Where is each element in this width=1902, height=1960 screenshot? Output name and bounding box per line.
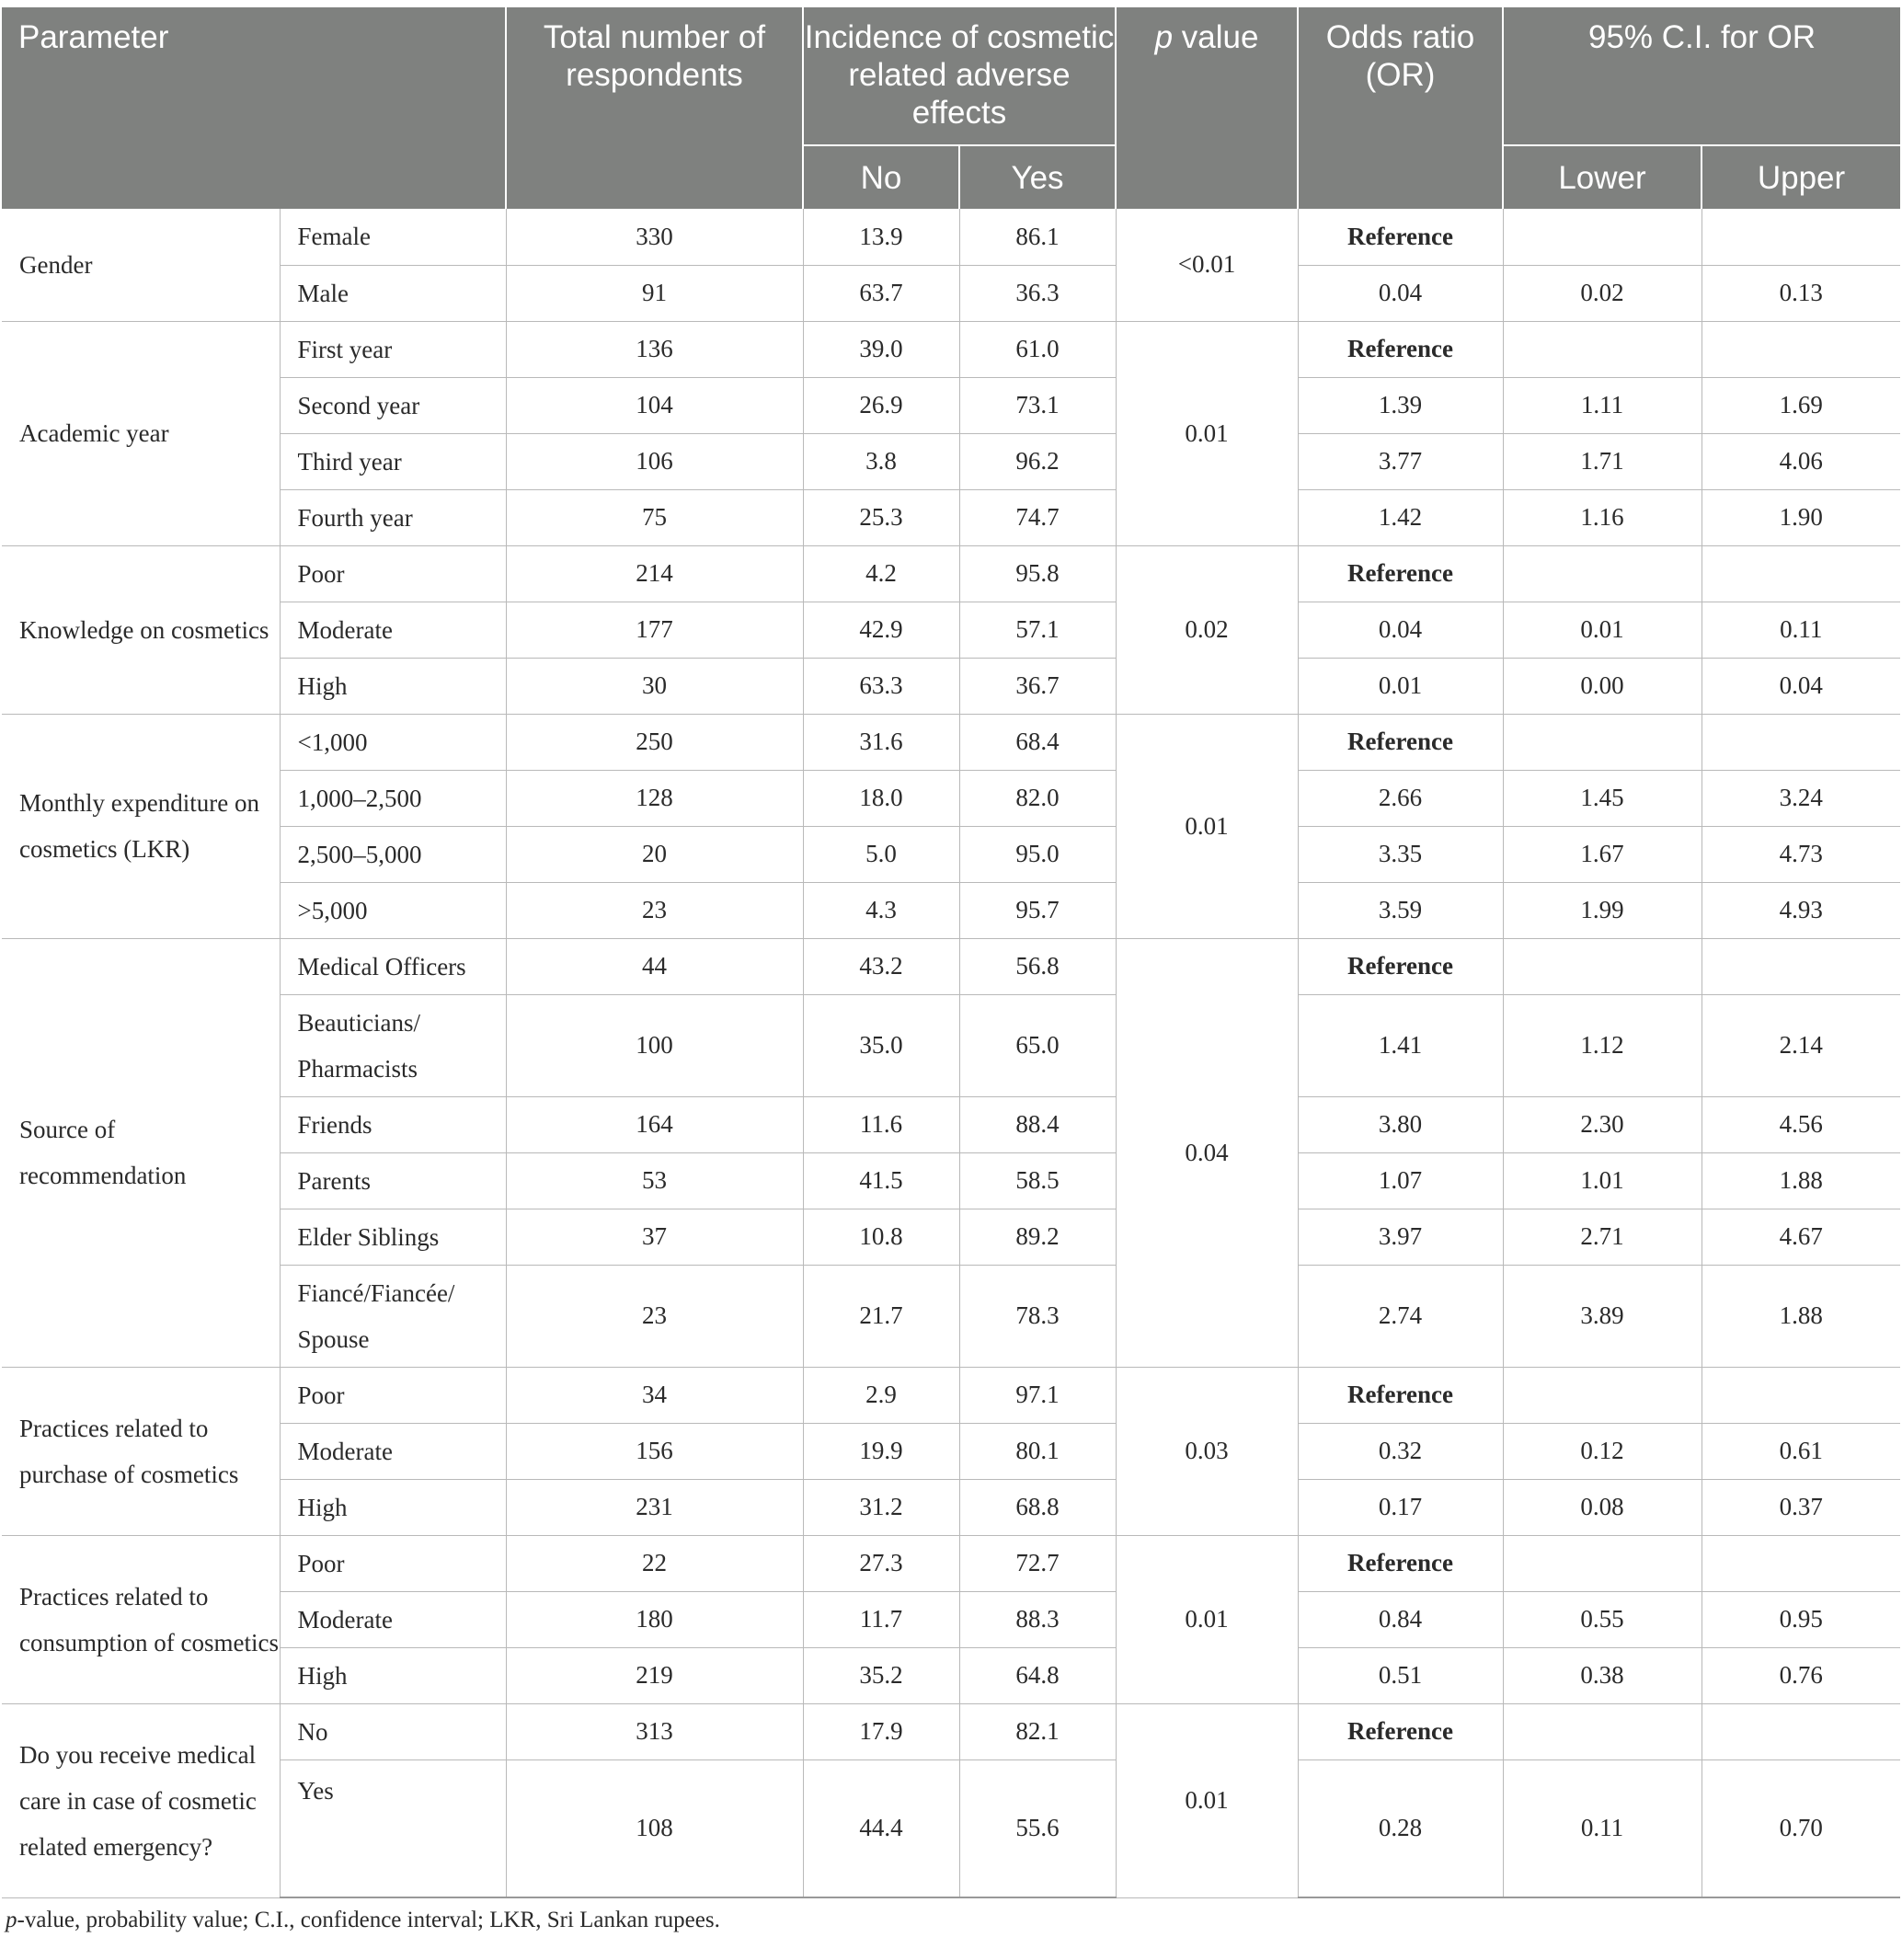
- category-cell: Medical Officers: [280, 938, 506, 994]
- yes-cell: 68.8: [959, 1479, 1116, 1535]
- no-cell: 2.9: [803, 1367, 959, 1423]
- footnote-text: -value, probability value; C.I., confidence interval; LKR, Sri Lankan rupees.: [17, 1908, 720, 1932]
- total-cell: 108: [506, 1759, 803, 1897]
- parameter-cell: Gender: [2, 209, 280, 321]
- lower-cell: 1.67: [1503, 826, 1701, 882]
- category-cell: Third year: [280, 433, 506, 489]
- table-container: [2, 7, 1900, 1933]
- header-upper: Upper: [1701, 145, 1900, 209]
- lower-cell: 2.30: [1503, 1096, 1701, 1152]
- no-cell: 10.8: [803, 1209, 959, 1265]
- lower-cell: 0.02: [1503, 265, 1701, 321]
- yes-cell: 61.0: [959, 321, 1116, 377]
- total-cell: 250: [506, 714, 803, 770]
- category-cell: Yes: [280, 1759, 506, 1897]
- category-cell: First year: [280, 321, 506, 377]
- category-cell: >5,000: [280, 882, 506, 938]
- lower-cell: [1503, 209, 1701, 265]
- or-cell: 3.35: [1298, 826, 1503, 882]
- p-value-cell: 0.01: [1116, 321, 1298, 545]
- upper-cell: 4.56: [1701, 1096, 1900, 1152]
- upper-cell: 4.73: [1701, 826, 1900, 882]
- no-cell: 39.0: [803, 321, 959, 377]
- header-lower: Lower: [1503, 145, 1701, 209]
- yes-cell: 57.1: [959, 602, 1116, 658]
- category-cell: Fiancé/Fiancée/ Spouse: [280, 1265, 506, 1367]
- or-cell: 1.39: [1298, 377, 1503, 433]
- lower-cell: 1.71: [1503, 433, 1701, 489]
- lower-cell: 1.12: [1503, 994, 1701, 1096]
- table-row: [2, 1591, 1900, 1647]
- table-row: [2, 1152, 1900, 1209]
- no-cell: 41.5: [803, 1152, 959, 1209]
- yes-cell: 68.4: [959, 714, 1116, 770]
- table-row: [2, 1265, 1900, 1367]
- category-cell: Friends: [280, 1096, 506, 1152]
- or-cell: Reference: [1298, 714, 1503, 770]
- yes-cell: 55.6: [959, 1759, 1116, 1897]
- category-cell: Poor: [280, 1535, 506, 1591]
- yes-cell: 88.3: [959, 1591, 1116, 1647]
- header-parameter: Parameter: [2, 7, 506, 209]
- upper-cell: 4.93: [1701, 882, 1900, 938]
- category-cell: Beauticians/ Pharmacists: [280, 994, 506, 1096]
- table-row: [2, 265, 1900, 321]
- header-odds-ratio: Odds ratio (OR): [1298, 7, 1503, 209]
- upper-cell: 0.13: [1701, 265, 1900, 321]
- header-incidence: Incidence of cosmetic related adverse effects: [803, 7, 1116, 145]
- or-cell: 0.04: [1298, 602, 1503, 658]
- table-row: [2, 489, 1900, 545]
- header-yes: Yes: [959, 145, 1116, 209]
- p-value-cell: <0.01: [1116, 209, 1298, 321]
- yes-cell: 96.2: [959, 433, 1116, 489]
- yes-cell: 95.8: [959, 545, 1116, 602]
- no-cell: 17.9: [803, 1703, 959, 1759]
- or-cell: 0.28: [1298, 1759, 1503, 1897]
- or-cell: 1.41: [1298, 994, 1503, 1096]
- total-cell: 214: [506, 545, 803, 602]
- table-row: [2, 377, 1900, 433]
- or-cell: 3.97: [1298, 1209, 1503, 1265]
- p-value-cell: 0.01: [1116, 714, 1298, 938]
- footnote: [2, 1908, 1900, 1933]
- no-cell: 4.3: [803, 882, 959, 938]
- table-row: [2, 209, 1900, 265]
- lower-cell: 0.12: [1503, 1423, 1701, 1479]
- parameter-cell: Practices related to consumption of cosmetics: [2, 1535, 280, 1703]
- table-row: [2, 321, 1900, 377]
- total-cell: 34: [506, 1367, 803, 1423]
- table-row: [2, 602, 1900, 658]
- yes-cell: 36.3: [959, 265, 1116, 321]
- no-cell: 63.7: [803, 265, 959, 321]
- upper-cell: 0.37: [1701, 1479, 1900, 1535]
- or-cell: 0.51: [1298, 1647, 1503, 1703]
- or-cell: 0.17: [1298, 1479, 1503, 1535]
- upper-cell: 1.88: [1701, 1265, 1900, 1367]
- no-cell: 19.9: [803, 1423, 959, 1479]
- header-p-italic: p: [1154, 19, 1174, 55]
- table-row: [2, 882, 1900, 938]
- total-cell: 53: [506, 1152, 803, 1209]
- table-row: [2, 994, 1900, 1096]
- table-row: [2, 938, 1900, 994]
- upper-cell: [1701, 714, 1900, 770]
- or-cell: 1.07: [1298, 1152, 1503, 1209]
- total-cell: 177: [506, 602, 803, 658]
- header-p-value: [1116, 7, 1298, 209]
- table-row: [2, 1209, 1900, 1265]
- yes-cell: 74.7: [959, 489, 1116, 545]
- footnote-p-italic: p: [6, 1908, 17, 1932]
- or-cell: Reference: [1298, 1535, 1503, 1591]
- table-row: [2, 1367, 1900, 1423]
- table-row: [2, 1423, 1900, 1479]
- upper-cell: 1.69: [1701, 377, 1900, 433]
- p-value-cell: 0.03: [1116, 1367, 1298, 1535]
- no-cell: 42.9: [803, 602, 959, 658]
- table-row: [2, 658, 1900, 714]
- category-cell: No: [280, 1703, 506, 1759]
- upper-cell: [1701, 209, 1900, 265]
- category-cell: 2,500–5,000: [280, 826, 506, 882]
- lower-cell: 0.11: [1503, 1759, 1701, 1897]
- or-cell: 0.04: [1298, 265, 1503, 321]
- total-cell: 23: [506, 882, 803, 938]
- yes-cell: 78.3: [959, 1265, 1116, 1367]
- or-cell: 0.01: [1298, 658, 1503, 714]
- no-cell: 25.3: [803, 489, 959, 545]
- or-cell: Reference: [1298, 321, 1503, 377]
- lower-cell: 1.01: [1503, 1152, 1701, 1209]
- total-cell: 313: [506, 1703, 803, 1759]
- yes-cell: 95.0: [959, 826, 1116, 882]
- upper-cell: 0.95: [1701, 1591, 1900, 1647]
- no-cell: 5.0: [803, 826, 959, 882]
- total-cell: 37: [506, 1209, 803, 1265]
- table-row: [2, 714, 1900, 770]
- or-cell: Reference: [1298, 1703, 1503, 1759]
- yes-cell: 58.5: [959, 1152, 1116, 1209]
- results-table: [2, 7, 1900, 1898]
- yes-cell: 36.7: [959, 658, 1116, 714]
- lower-cell: 0.01: [1503, 602, 1701, 658]
- yes-cell: 73.1: [959, 377, 1116, 433]
- category-cell: 1,000–2,500: [280, 770, 506, 826]
- upper-cell: 0.04: [1701, 658, 1900, 714]
- total-cell: 104: [506, 377, 803, 433]
- no-cell: 21.7: [803, 1265, 959, 1367]
- upper-cell: 1.90: [1701, 489, 1900, 545]
- table-body: [2, 209, 1900, 1897]
- table-row: [2, 770, 1900, 826]
- yes-cell: 89.2: [959, 1209, 1116, 1265]
- p-value-cell: 0.04: [1116, 938, 1298, 1367]
- upper-cell: 0.61: [1701, 1423, 1900, 1479]
- or-cell: Reference: [1298, 545, 1503, 602]
- parameter-cell: Monthly expenditure on cosmetics (LKR): [2, 714, 280, 938]
- or-cell: 1.42: [1298, 489, 1503, 545]
- total-cell: 23: [506, 1265, 803, 1367]
- p-value-cell: 0.01: [1116, 1535, 1298, 1703]
- lower-cell: [1503, 938, 1701, 994]
- header-ci: 95% C.I. for OR: [1503, 7, 1900, 145]
- or-cell: 3.77: [1298, 433, 1503, 489]
- lower-cell: 2.71: [1503, 1209, 1701, 1265]
- category-cell: Moderate: [280, 1423, 506, 1479]
- category-cell: Female: [280, 209, 506, 265]
- no-cell: 44.4: [803, 1759, 959, 1897]
- upper-cell: [1701, 321, 1900, 377]
- upper-cell: [1701, 545, 1900, 602]
- lower-cell: [1503, 321, 1701, 377]
- table-row: [2, 1479, 1900, 1535]
- or-cell: 3.80: [1298, 1096, 1503, 1152]
- p-value-cell: 0.01: [1116, 1703, 1298, 1897]
- or-cell: Reference: [1298, 1367, 1503, 1423]
- yes-cell: 82.1: [959, 1703, 1116, 1759]
- lower-cell: [1503, 545, 1701, 602]
- parameter-cell: Knowledge on cosmetics: [2, 545, 280, 714]
- no-cell: 26.9: [803, 377, 959, 433]
- yes-cell: 95.7: [959, 882, 1116, 938]
- total-cell: 128: [506, 770, 803, 826]
- total-cell: 30: [506, 658, 803, 714]
- lower-cell: 1.16: [1503, 489, 1701, 545]
- lower-cell: 0.08: [1503, 1479, 1701, 1535]
- or-cell: 2.74: [1298, 1265, 1503, 1367]
- lower-cell: 1.99: [1503, 882, 1701, 938]
- category-cell: <1,000: [280, 714, 506, 770]
- or-cell: 0.32: [1298, 1423, 1503, 1479]
- category-cell: Elder Siblings: [280, 1209, 506, 1265]
- yes-cell: 72.7: [959, 1535, 1116, 1591]
- header-no: No: [803, 145, 959, 209]
- upper-cell: [1701, 1703, 1900, 1759]
- upper-cell: 4.67: [1701, 1209, 1900, 1265]
- table-row: [2, 433, 1900, 489]
- category-cell: High: [280, 658, 506, 714]
- no-cell: 31.2: [803, 1479, 959, 1535]
- total-cell: 156: [506, 1423, 803, 1479]
- parameter-cell: Academic year: [2, 321, 280, 545]
- category-cell: Fourth year: [280, 489, 506, 545]
- table-row: [2, 1096, 1900, 1152]
- yes-cell: 56.8: [959, 938, 1116, 994]
- p-value-cell: 0.02: [1116, 545, 1298, 714]
- lower-cell: [1503, 1535, 1701, 1591]
- total-cell: 219: [506, 1647, 803, 1703]
- upper-cell: 3.24: [1701, 770, 1900, 826]
- yes-cell: 86.1: [959, 209, 1116, 265]
- upper-cell: [1701, 938, 1900, 994]
- yes-cell: 88.4: [959, 1096, 1116, 1152]
- category-cell: Poor: [280, 1367, 506, 1423]
- yes-cell: 80.1: [959, 1423, 1116, 1479]
- upper-cell: 1.88: [1701, 1152, 1900, 1209]
- total-cell: 20: [506, 826, 803, 882]
- no-cell: 13.9: [803, 209, 959, 265]
- lower-cell: [1503, 1367, 1701, 1423]
- no-cell: 18.0: [803, 770, 959, 826]
- total-cell: 330: [506, 209, 803, 265]
- no-cell: 63.3: [803, 658, 959, 714]
- table-row: [2, 1647, 1900, 1703]
- parameter-cell: Practices related to purchase of cosmetics: [2, 1367, 280, 1535]
- or-cell: 3.59: [1298, 882, 1503, 938]
- or-cell: 2.66: [1298, 770, 1503, 826]
- no-cell: 3.8: [803, 433, 959, 489]
- upper-cell: 0.76: [1701, 1647, 1900, 1703]
- lower-cell: 1.45: [1503, 770, 1701, 826]
- total-cell: 136: [506, 321, 803, 377]
- table-row: [2, 1703, 1900, 1759]
- total-cell: 91: [506, 265, 803, 321]
- upper-cell: 2.14: [1701, 994, 1900, 1096]
- or-cell: 0.84: [1298, 1591, 1503, 1647]
- no-cell: 11.7: [803, 1591, 959, 1647]
- table-row: [2, 545, 1900, 602]
- total-cell: 22: [506, 1535, 803, 1591]
- no-cell: 27.3: [803, 1535, 959, 1591]
- total-cell: 44: [506, 938, 803, 994]
- yes-cell: 65.0: [959, 994, 1116, 1096]
- table-row: [2, 826, 1900, 882]
- lower-cell: 3.89: [1503, 1265, 1701, 1367]
- lower-cell: 0.55: [1503, 1591, 1701, 1647]
- no-cell: 4.2: [803, 545, 959, 602]
- yes-cell: 64.8: [959, 1647, 1116, 1703]
- upper-cell: [1701, 1367, 1900, 1423]
- lower-cell: [1503, 714, 1701, 770]
- no-cell: 31.6: [803, 714, 959, 770]
- header-p-rest: value: [1173, 19, 1259, 55]
- header-total: [506, 7, 803, 209]
- lower-cell: 0.00: [1503, 658, 1701, 714]
- total-cell: 75: [506, 489, 803, 545]
- upper-cell: 0.11: [1701, 602, 1900, 658]
- yes-cell: 97.1: [959, 1367, 1116, 1423]
- or-cell: Reference: [1298, 938, 1503, 994]
- category-cell: Poor: [280, 545, 506, 602]
- parameter-cell: Do you receive medical care in case of cosmetic related emergency?: [2, 1703, 280, 1897]
- lower-cell: [1503, 1703, 1701, 1759]
- category-cell: Moderate: [280, 1591, 506, 1647]
- total-cell: 180: [506, 1591, 803, 1647]
- upper-cell: 4.06: [1701, 433, 1900, 489]
- upper-cell: 0.70: [1701, 1759, 1900, 1897]
- category-cell: High: [280, 1479, 506, 1535]
- category-cell: Parents: [280, 1152, 506, 1209]
- lower-cell: 0.38: [1503, 1647, 1701, 1703]
- category-cell: High: [280, 1647, 506, 1703]
- category-cell: Male: [280, 265, 506, 321]
- lower-cell: 1.11: [1503, 377, 1701, 433]
- table-row: [2, 1535, 1900, 1591]
- category-cell: Second year: [280, 377, 506, 433]
- no-cell: 35.0: [803, 994, 959, 1096]
- or-cell: Reference: [1298, 209, 1503, 265]
- table-row: [2, 1759, 1900, 1897]
- no-cell: 43.2: [803, 938, 959, 994]
- total-cell: 164: [506, 1096, 803, 1152]
- header-total-text: Total number of respondents: [543, 19, 766, 93]
- total-cell: 100: [506, 994, 803, 1096]
- parameter-cell: Source of recommendation: [2, 938, 280, 1367]
- total-cell: 106: [506, 433, 803, 489]
- upper-cell: [1701, 1535, 1900, 1591]
- no-cell: 35.2: [803, 1647, 959, 1703]
- no-cell: 11.6: [803, 1096, 959, 1152]
- yes-cell: 82.0: [959, 770, 1116, 826]
- category-cell: Moderate: [280, 602, 506, 658]
- total-cell: 231: [506, 1479, 803, 1535]
